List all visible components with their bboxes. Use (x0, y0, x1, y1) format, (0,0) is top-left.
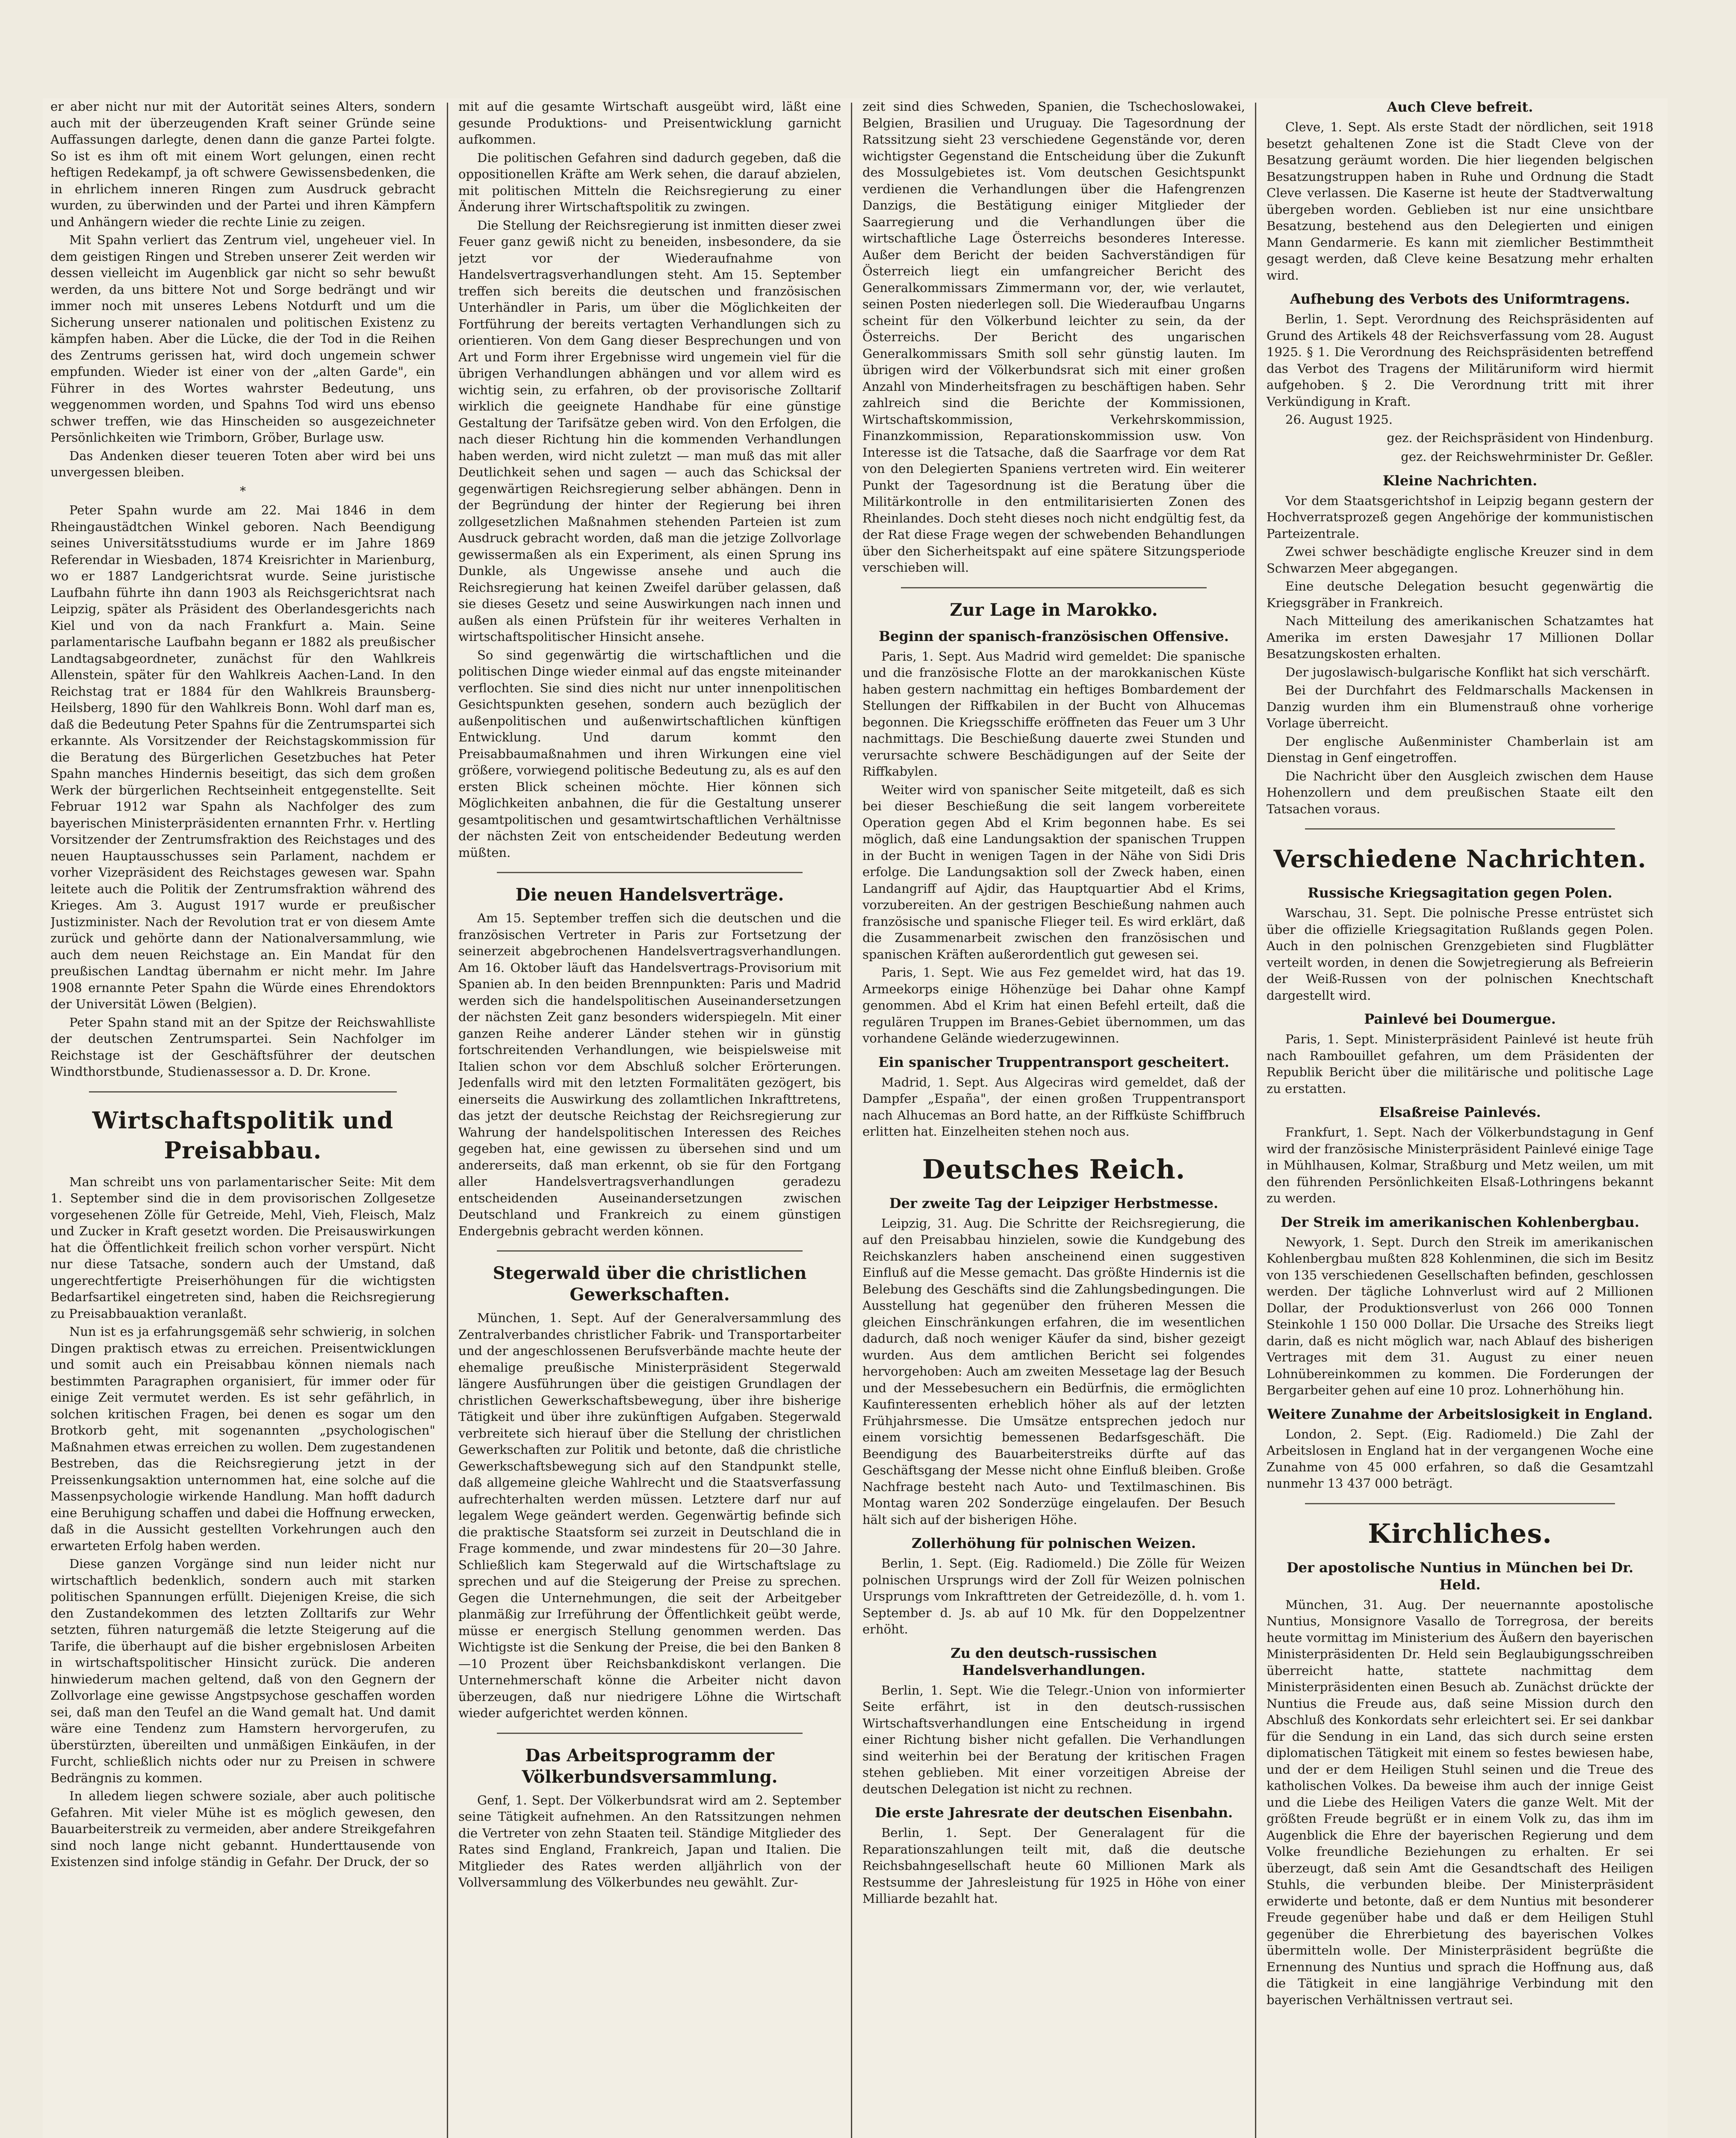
section-divider (901, 587, 1207, 588)
subheadline: Zollerhöhung für polnischen Weizen. (912, 1535, 1196, 1551)
subheadline: Weitere Zunahme der Arbeitslosigkeit in England. (1267, 1406, 1653, 1422)
article-paragraph: Am 15. September treffen sich die deutschen und die französischen Vertreter in Paris zur Fortsetzung der seinerzeit abgebrochenen Handelsvertragsverhandlungen. Am 16. Oktober läuft das Handelsvertrags-Provisorium mit Spanien ab. In den beiden Brennpunkten: Paris und Madrid werden sich die handelspolitischen Auseinandersetzungen der nächsten Zeit ganz besonders widerspiegeln. Mit einer ganzen Reihe anderer Länder stehen wir in günstig fortschreitenden Verhandlungen, wie beispielsweise mit Italien schon vor dem Abschluß solcher Erörterungen. Jedenfalls wird mit den letzten Formalitäten gezögert, bis einerseits die Auswirkung des zollamtlichen Inkrafttretens, das jetzt der deutsche Reichstag der Reichsregierung zur Wahrung der handelspolitischen Interessen des Reiches gegeben hat, eine gewissen zu übersehen sind und um andererseits, daß man erkennt, ob sie für den Fortgang aller Handelsvertragsverhandlungen geradezu entscheidenden Auseinandersetzungen zwischen Deutschland und Frankreich zu einem günstigen Endergebnis gebracht werden können. (458, 911, 841, 1238)
article-paragraph: Die politischen Gefahren sind dadurch gegeben, daß die oppositionellen Kräfte am Werk sehen, die darauf abzielen, mit politischen Mitteln die Reichsregierung zu einer Änderung ihrer Wirtschaftspolitik zu zwingen. (458, 150, 841, 214)
article-paragraph: Paris, 1. Sept. Ministerpräsident Painlevé ist heute früh nach Rambouillet gefahren, um dem Präsidenten der Republik Bericht über die militärische und politische Lage zu erstatten. (1267, 1032, 1653, 1096)
section-divider (89, 1091, 397, 1093)
article-paragraph: Genf, 1. Sept. Der Völkerbundsrat wird am 2. September seine Tätigkeit aufnehmen. An den Ratssitzungen nehmen die Vertreter von zehn Staaten teil. Ständige Mitglieder des Rates sind England, Frankreich, Japan und Italien. Die Mitglieder des Rates werden alljährlich von der Vollversammlung des Völkerbundes neu gewählt. Zur- (458, 1792, 841, 1890)
headline-marokko: Zur Lage in Marokko. (950, 599, 1158, 620)
article-paragraph: München, 1. Sept. Auf der Generalversammlung des Zentralverbandes christlicher Fabrik- und Transportarbeiter und der angeschlossenen Berufsverbände machte heute der ehemalige preußische Ministerpräsident Stegerwald längere Ausführungen über die geistigen Grundlagen der christlichen Gewerkschaftsbewegung, über ihre bisherige Tätigkeit und über ihre zukünftigen Aufgaben. Stegerwald verbreitete sich hierauf über die Stellung der christlichen Gewerkschaften zur Politik und betonte, daß die christliche Gewerkschaftsbewegung sich auf den Standpunkt stelle, daß allgemeine gleiche Wahlrecht und die Staatsverfassung aufrechterhalten werden müssen. Letztere darf nur auf legalem Wege geändert werden. Gegenwärtig befinde sich die praktische Staatsform sei zurzeit in Deutschland die in Frage kommende, und zwar mindestens für 20—30 Jahre. Schließlich kam Stegerwald auf die Wirtschaftslage zu sprechen und auf die Steigerung der Preise zu sprechen. Gegen die Unternehmungen, die seit der Arbeitgeber planmäßig zur Irreführung der Öffentlichkeit geübt werde, müsse er energisch Stellung genommen werden. Das Wichtigste ist die Senkung der Preise, die bei den Banken 8—10 Prozent über Reichsbankdiskont verlangen. Die Unternehmerschaft könne die Arbeiter nicht davon überzeugen, daß nur niedrigere Löhne die Wirtschaft wieder aufgerichtet werden können. (458, 1311, 841, 1720)
section-divider (497, 872, 803, 873)
news-item: Der englische Außenminister Chamberlain ist am Dienstag in Genf eingetroffen. (1267, 734, 1653, 765)
news-item: Zwei schwer beschädigte englische Kreuzer sind in dem Schwarzen Meer abgegangen. (1267, 544, 1653, 576)
article-paragraph: Frankfurt, 1. Sept. Nach der Völkerbundstagung in Genf wird der französische Ministerpräsident Painlevé einige Tage in Mühlhausen, Kolmar, Straßburg und Metz weilen, um mit den führenden Persönlichkeiten Elsaß-Lothringens bekannt zu werden. (1267, 1125, 1653, 1205)
section-divider (1305, 1503, 1615, 1504)
section-headline-kirchliches: Kirchliches. (1368, 1518, 1552, 1549)
signature-line: gez. der Reichswehrminister Dr. Geßler. (1401, 449, 1653, 464)
subheadline: Painlevé bei Doumergue. (1364, 1011, 1556, 1027)
article-paragraph: Newyork, 1. Sept. Durch den Streik im amerikanischen Kohlenbergbau mußten 828 Kohlenminen, die sich im Besitz von 135 verschiedenen Gesellschaften befinden, geschlossen werden. Der tägliche Lohnverlust wird auf 2 Millionen Dollar, der Produktionsverlust von 266 000 Tonnen Steinkohle 1 150 000 Dollar. Die Ursache des Streiks liegt darin, daß es nicht möglich war, nach Ablauf des bisherigen Vertrages mit dem 31. August zu einer neuen Lohnübereinkommen zu kommen. Die Forderungen der Bergarbeiter gehen auf eine 10 proz. Lohnerhöhung hin. (1267, 1234, 1653, 1397)
article-paragraph: Peter Spahn wurde am 22. Mai 1846 in dem Rheingaustädtchen Winkel geboren. Nach Beendigung seines Universitätsstudiums wurde er im Jahre 1869 Referendar in Wiesbaden, 1874 Kreisrichter in Marienburg, wo er 1887 Landgerichtsrat wurde. Seine juristische Laufbahn führte ihn dann 1903 als Reichsgerichtsrat nach Leipzig, später als Präsident des Oberlandesgerichts nach Kiel und von da nach Frankfurt a. Main. Seine parlamentarische Laufbahn begann er 1882 als preußischer Landtagsabgeordneter, zunächst für den Wahlkreis Allenstein, später für den Wahlkreis Aachen-Land. In den Reichstag trat er 1884 für den Wahlkreis Braunsberg-Heilsberg, 1890 für den Wahlkreis Bonn. Wohl darf man es, daß die Bedeutung Peter Spahns für die Zentrumspartei sich erkannte. Als Vorsitzender der Reichstagskommission für die Beratung des Bürgerlichen Gesetzbuches hat Peter Spahn manches Hindernis beseitigt, das sich dem großen Werk der bürgerlichen Rechtseinheit entgegenstellte. Seit Februar 1912 war Spahn als Nachfolger des zum bayerischen Ministerpräsidenten ernannten Frhr. v. Hertling Vorsitzender der Zentrumsfraktion des Reichstages und des neuen Hauptausschusses sein Parlament, nachdem er vorher Vizepräsident des Reichstages gewesen war. Spahn leitete auch die Politik der Zentrumsfraktion während des Krieges. Am 3. August 1917 wurde er preußischer Justizminister. Nach der Revolution trat er von diesem Amte zurück und gehörte dann der Nationalversammlung, wie auch dem neuen Reichstage an. Ein Mandat für den preußischen Landtag übernahm er nicht mehr. Im Jahre 1908 ernannte Peter Spahn die Würde eines Ehrendoktors der Universität Löwen (Belgien). (50, 503, 435, 1011)
newspaper-page (43, 98, 1668, 2138)
section-headline-deutsches-reich: Deutsches Reich. (922, 1153, 1186, 1185)
column-1 (50, 98, 435, 2138)
section-divider (1305, 828, 1615, 830)
column-rule (851, 103, 852, 2138)
column-4 (1267, 98, 1653, 2138)
news-item: Eine deutsche Delegation besucht gegenwärtig die Kriegsgräber in Frankreich. (1267, 579, 1653, 610)
subheadline: Aufhebung des Verbots des Uniformtragens. (1290, 291, 1630, 307)
column-3 (862, 98, 1245, 2138)
subheadline: Der Streik im amerikanischen Kohlenbergbau. (1281, 1214, 1639, 1230)
news-item: Der jugoslawisch-bulgarische Konflikt hat sich verschärft. (1285, 664, 1650, 679)
subheadline: Zu den deutsch-russischen Handelsverhandlungen. (951, 1645, 1157, 1678)
article-paragraph: er aber nicht nur mit der Autorität seines Alters, sondern auch mit der überzeugenden Kraft seiner Gründe seine Auffassungen darlegte, denen dann die ganze Partei folgte. So ist es ihm oft mit einem Wort gelungen, einen recht heftigen Redekampf, ja oft schwere Gewissensbedenken, die in ehrlichem inneren Ringen zum Ausdruck gebracht wurden, zu überwinden und der Partei und ihren Kämpfern und Anhängern wieder die rechte Linie zu zeigen. (50, 99, 435, 229)
column-rule (1255, 103, 1256, 2138)
news-item: Vor dem Staatsgerichtshof in Leipzig begann gestern der Hochverratsprozeß gegen Angehörige der kommunistischen Parteizentrale. (1267, 493, 1653, 541)
article-paragraph: London, 2. Sept. (Eig. Radiomeld.) Die Zahl der Arbeitslosen in England hat in der vergangenen Woche eine Zunahme von 45 000 erfahren, so daß die Gesamtzahl nunmehr 13 437 000 beträgt. (1267, 1426, 1653, 1491)
subheadline: Die erste Jahresrate der deutschen Eisenbahn. (874, 1804, 1233, 1821)
article-paragraph: Paris, 1. Sept. Aus Madrid wird gemeldet: Die spanische und die französische Flotte an der marokkanischen Küste haben gestern nachmittag ein heftiges Bombardement der Stellungen der Riffkabilen in der Bucht von Alhucemas begonnen. Die Kriegsschiffe eröffneten das Feuer um 3 Uhr nachmittags. Die Beschießung dauerte zwei Stunden und verursachte schwere Beschädigungen auf der Seite der Riffkabylen. (862, 649, 1245, 779)
article-paragraph: Man schreibt uns von parlamentarischer Seite: Mit dem 1. September sind die in dem provisorischen Zollgesetze vorgesehenen Zölle für Getreide, Mehl, Vieh, Fleisch, Malz und Zucker in Kraft gesetzt worden. Die Preisauswirkungen hat die Öffentlichkeit freilich schon vorher verspürt. Nicht nur diese Tatsache, sondern auch der Umstand, daß ungerechtfertigte Preiserhöhungen für die wichtigsten Bedarfsartikel eingetreten sind, haben die Reichsregierung zu Preisabbauaktion veranlaßt. (50, 1174, 435, 1321)
news-item: Die Nachricht über den Ausgleich zwischen dem Hause Hohenzollern und dem preußischen Staate eilt den Tatsachen voraus. (1267, 768, 1653, 816)
section-divider (497, 1250, 803, 1252)
article-paragraph: Cleve, 1. Sept. Als erste Stadt der nördlichen, seit 1918 besetzt gehaltenen Zone ist die Stadt Cleve von der Besatzung geräumt worden. Die hier liegenden belgischen Besatzungstruppen haben in Ruhe und Ordnung die Stadt Cleve verlassen. Die Kaserne ist heute der Stadtverwaltung übergeben worden. Geblieben ist nur eine unsichtbare Besatzung, bestehend aus den Delegierten und einigen Mann Gendarmerie. Es kann mit ziemlicher Bestimmtheit gesagt werden, daß Cleve keine Besatzung mehr erhalten wird. (1267, 120, 1653, 283)
separator-mark: * (240, 484, 246, 498)
section-divider (497, 1733, 803, 1734)
headline-voelkerbund: Das Arbeitsprogramm der Völkerbundsversammlung. (522, 1745, 778, 1787)
subheadline: Kleine Nachrichten. (1382, 472, 1538, 489)
article-paragraph: Berlin, 1. Sept. Verordnung des Reichspräsidenten auf Grund des Artikels 48 der Reichsverfassung vom 28. August 1925. § 1. Die Verordnung des Reichspräsidenten betreffend das Verbot des Tragens der Militäruniform wird hiermit aufgehoben. § 2. Die Verordnung tritt mit ihrer Verkündigung in Kraft. (1267, 312, 1653, 409)
article-paragraph: München, 31. Aug. Der neuernannte apostolische Nuntius, Monsignore Vasallo de Torregrosa, der bereits heute vormittag im Ministerium des Äußern den bayerischen Ministerpräsidenten Dr. Held sein Beglaubigungsschreiben überreicht hatte, stattete nachmittag dem Ministerpräsidenten einen Besuch ab. Zunächst drückte der Nuntius die Freude aus, daß seine Mission durch den Abschluß des Konkordats sehr erleichtert sei. Er sei dankbar für die Sendung in ein Land, das sich durch seine ersten diplomatischen Tätigkeit mit einem so festes bewiesen habe, und der er dem Heiligen Stuhl seinen und die Treue des katholischen Volkes. Da beweise ihm auch der innige Geist und die Liebe des Heiligen Vaters die ganze Welt. Mit der größten Freude begrüßt er in einem Volk zu, das ihm im Augenblick die Ehre der bayerischen Regierung und dem Volke freundliche Beziehungen zu erhalten. Er sei überzeugt, daß sein Amt die Gesandtschaft des Heiligen Stuhls, die verbunden bleibe. Der Ministerpräsident erwiderte und betonte, daß er dem Nuntius mit besonderer Freude gegenüber habe und daß er dem Heiligen Stuhl gegenüber die Ehrerbietung des bayerischen Volkes übermitteln wolle. Der Ministerpräsident begrüßte die Ernennung des Nuntius und sprach die Hoffnung aus, daß die Tätigkeit in eine langjährige Verbindung mit den bayerischen Verhältnissen vertraut sei. (1267, 1597, 1653, 2007)
article-paragraph: Das Andenken dieser teueren Toten aber wird bei uns unvergessen bleiben. (50, 448, 435, 479)
article-paragraph: Leipzig, 31. Aug. Die Schritte der Reichsregierung, die auf den Preisabbau hinzielen, sowie die Kundgebung des Reichskanzlers haben anscheinend einen suggestiven Einfluß auf die Messe gemacht. Das größte Hindernis ist die Belebung des Geschäfts sind die Zahlungsbedingungen. Die Ausstellung hat gegenüber den früheren Messen die gleichen Einschränkungen erfahren, die im wesentlichen dadurch, daß noch weniger Käufer da sind, bisher gezeigt wurden. Aus dem amtlichen Bericht sei folgendes hervorgehoben: Auch am zweiten Messetage lag der Besuch und der Messebesuchern ein Bedürfnis, die ermöglichten Kaufinteressenten erheblich höher als auf der letzten Frühjahrsmesse. Die Umsätze entsprechen jedoch nur einem vorsichtig bemessenen Bedarfsgeschäft. Die Beendigung des Bauarbeiterstreiks dürfte auf das Geschäftsgang der Messe nicht ohne Einfluß bleiben. Große Nachfrage besteht nach Auto- und Textilmaschinen. Bis Montag waren 202 Sonderzüge eingelaufen. Der Besuch hält sich auf der bisherigen Höhe. (862, 1216, 1245, 1527)
article-paragraph: zeit sind dies Schweden, Spanien, die Tschechoslowakei, Belgien, Brasilien und Uruguay. Die Tagesordnung der Ratssitzung sieht 23 verschiedene Gegenstände vor, deren wichtigster Gegenstand die Entscheidung über die Zukunft des Mossulgebietes ist. Vom deutschen Gesichtspunkt verdienen die Verhandlungen über die Hafengrenzen Danzigs, die Bestätigung einiger Mitglieder der Saarregierung und die Verhandlungen über die wirtschaftliche Lage Österreichs besonderes Interesse. Außer dem Bericht der beiden Sachverständigen für Österreich liegt ein umfangreicher Bericht des Generalkommissars Zimmermann vor, der, wie verlautet, seinen Posten niederlegen soll. Die Wiederaufbau Ungarns scheint für den Völkerbund leichter zu sein, da der Österreichs. Der Bericht des ungarischen Generalkommissars Smith soll sehr günstig lauten. Im übrigen wird der Völkerbundsrat sich mit einer großen Anzahl von Minderheitsfragen zu beschäftigen haben. Sehr zahlreich sind die Berichte der Kommissionen, Wirtschaftskommission, Verkehrskommission, Finanzkommission, Reparationskommission usw. Von Interesse ist die Tatsache, daß die Saarfrage vor dem Rat von den Delegierten Spaniens vertreten wird. Ein weiterer Punkt der Tagesordnung ist die Beratung über die Militärkontrolle in den entmilitarisierten Zonen des Rheinlandes. Doch steht dieses noch nicht endgültig fest, da der Rat diese Frage wegen der schwebenden Behandlungen über den Sicherheitspakt auf eine spätere Sitzungsperiode verschieben will. (862, 99, 1245, 575)
headline-stegerwald: Stegerwald über die christlichen Gewerkschaften. (493, 1263, 807, 1305)
article-paragraph: Nun ist es ja erfahrungsgemäß sehr schwierig, in solchen Dingen praktisch etwas zu erreichen. Preisentwicklungen und somit auch ein Preisabbau können niemals nach bestimmten Paragraphen organisiert, für immer oder für einige Zeit vermutet werden. Es ist sehr gefährlich, in solchen kritischen Fragen, bei denen es sogar um den Brotkorb geht, mit sogenannten „psychologischen" Maßnahmen etwas erreichen zu wollen. Dem zugestandenen Bestreben, das die Reichsregierung jetzt in der Preissenkungsaktion unternommen hat, eine solche auf die Massenpsychologie wirkende Handlung. Man hofft dadurch eine Beruhigung schaffen und dabei die Hoffnung erwecken, daß in die Aussicht gestellten Vorkehrungen auch den erwarteten Erfolg haben werden. (50, 1324, 435, 1553)
article-paragraph: In alledem liegen schwere soziale, aber auch politische Gefahren. Mit vieler Mühe ist es möglich gewesen, den Bauarbeiterstreik zu vermeiden, aber andere Streikgefahren sind noch lange nicht gebannt. Hunderttausende von Existenzen sind infolge ständig in Gefahr. Der Druck, der so (50, 1789, 435, 1869)
news-item: Bei der Durchfahrt des Feldmarschalls Mackensen in Danzig wurden ihm ein Blumenstrauß ohne vorherige Vorlage überreicht. (1267, 683, 1653, 730)
article-paragraph: Mit Spahn verliert das Zentrum viel, ungeheuer viel. In dem geistigen Ringen und Streben unserer Zeit werden wir dessen vielleicht im Augenblick gar nicht so sehr bewußt werden, da uns bittere Not und Sorge bedrängt und wir immer noch mit unseres Lebens Notdurft und um die Sicherung unserer nationalen und politischen Existenz zu kämpfen haben. Aber die Lücke, die der Tod in die Reihen des Zentrums gerissen hat, wird doch ungemein schwer empfunden. Wieder ist einer von der „alten Garde", ein Führer in des Wortes wahrster Bedeutung, uns weggenommen worden, und Spahns Tod wird uns ebenso schwer treffen, wie das Hinscheiden so ausgezeichneter Persönlichkeiten wie Trimborn, Gröber, Burlage usw. (50, 233, 435, 445)
article-paragraph: Berlin, 1. Sept. Der Generalagent für die Reparationszahlungen teilt mit, daß die deutsche Reichsbahngesellschaft heute 60 Millionen Mark als Restsumme der Jahresleistung für 1925 in Höhe von einer Milliarde bezahlt hat. (862, 1825, 1245, 1906)
headline-handelsvertraege: Die neuen Handelsverträge. (515, 885, 784, 905)
news-item: Nach Mitteilung des amerikanischen Schatzamtes hat Amerika im ersten Dawesjahr 17 Millionen Dollar Besatzungskosten erhalten. (1267, 614, 1653, 661)
article-paragraph: So sind gegenwärtig die wirtschaftlichen und die politischen Dinge wieder einmal auf das engste miteinander verflochten. Sie sind dies nicht nur unter innenpolitischen Gesichtspunkten gesehen, sondern auch bezüglich der außenpolitischen und außenwirtschaftlichen künftigen Entwicklung. Und darum kommt den Preisabbaumaßnahmen und ihren Wirkungen eine viel größere, vorwiegend politische Bedeutung zu, als es auf den ersten Blick scheinen möchte. Hier können sich Möglichkeiten anbahnen, die für die Gestaltung unserer gesamtpolitischen und gesamtwirtschaftlichen Verhältnisse der nächsten Zeit von entscheidender Bedeutung werden müßten. (458, 647, 841, 860)
signature-line: gez. der Reichspräsident von Hindenburg. (1387, 430, 1653, 445)
date-line: 26. August 1925. (1285, 412, 1393, 427)
section-headline-verschiedene-nachrichten: Verschiedene Nachrichten. (1273, 845, 1647, 873)
subheadline: Der apostolische Nuntius in München bei Dr. Held. (1286, 1559, 1634, 1593)
subheadline: Der zweite Tag der Leipziger Herbstmesse. (889, 1195, 1219, 1211)
article-paragraph: Weiter wird von spanischer Seite mitgeteilt, daß es sich bei dieser Beschießung die seit langem vorbereitete Operation gegen Abd el Krim begonnen habe. Es sei möglich, daß eine Landungsaktion der spanischen Truppen in der Bucht in wenigen Tagen in der Nähe von Sidi Dris erfolge. Die Landungsaktion soll der Zweck haben, einen Landangriff auf Ajdir, das Hauptquartier Abd el Krims, vorzubereiten. An der gestrigen Beschießung nahmen auch französische und spanische Flieger teil. Es wird erklärt, daß die Zusammenarbeit zwischen den französischen und spanischen Kräften außerordentlich gut gewesen sei. (862, 782, 1245, 962)
subheadline: Auch Cleve befreit. (1387, 99, 1533, 115)
subheadline: Ein spanischer Truppentransport gescheitert. (878, 1054, 1229, 1070)
article-paragraph: Berlin, 1. Sept. Wie die Telegr.-Union von informierter Seite erfährt, ist in den deutsch-russischen Wirtschaftsverhandlungen eine Entscheidung in irgend einer Richtung bisher nicht gefallen. Die Verhandlungen sind weiterhin bei der Beratung der kritischen Fragen stehen geblieben. Mit einer vorzeitigen Abreise der deutschen Delegation ist nicht zu rechnen. (862, 1683, 1245, 1796)
article-paragraph: Madrid, 1. Sept. Aus Algeciras wird gemeldet, daß der Dampfer „España", der einen großen Truppentransport nach Alhucemas an Bord hatte, an der Riffküste Schiffbruch erlitten hat. Einzelheiten stehen noch aus. (862, 1075, 1245, 1139)
subheadline: Russische Kriegsagitation gegen Polen. (1308, 885, 1612, 901)
article-paragraph: mit auf die gesamte Wirtschaft ausgeübt wird, läßt eine gesunde Produktions- und Preisentwicklung garnicht aufkommen. (458, 99, 841, 147)
article-paragraph: Peter Spahn stand mit an der Spitze der Reichswahlliste der deutschen Zentrumspartei. Sein Nachfolger im Reichstage ist der Geschäftsführer der deutschen Windthorstbunde, Studienassessor a. D. Dr. Krone. (50, 1015, 435, 1079)
article-paragraph: Diese ganzen Vorgänge sind nun leider nicht nur wirtschaftlich bedenklich, sondern auch mit starken politischen Spannungen erfüllt. Diejenigen Kreise, die sich den Zustandekommen des letzten Zolltarifs zur Wehr setzten, führen naturgemäß die letzte Steigerung auf die Tarife, die überhaupt auf die bisher ergebnislosen Arbeiten in wirtschaftspolitischer Hinsicht zurück. Die anderen hinwiederum machen geltend, daß von den Gegnern der Zollvorlage eine gewisse Angstpsychose geschaffen worden sei, daß man den Teufel an die Wand gemalt hat. Und damit wäre eine Tendenz zum Hamstern hervorgerufen, zu überstürzten, übereilten und unmäßigen Einkäufen, in der Furcht, schließlich nichts oder nur zu Preisen in schwere Bedrängnis zu kommen. (50, 1556, 435, 1785)
article-paragraph: Warschau, 31. Sept. Die polnische Presse entrüstet sich über die offizielle Kriegsagitation Rußlands gegen Polen. Auch in den polnischen Grenzgebieten sind Flugblätter verteilt worden, in denen die Sowjetregierung als Befreierin der Weiß-Russen von der polnischen Knechtschaft dargestellt wird. (1267, 906, 1653, 1003)
subheadline: Beginn der spanisch-französischen Offensive. (879, 628, 1229, 644)
article-paragraph: Paris, 1. Sept. Wie aus Fez gemeldet wird, hat das 19. Armeekorps einige Höhenzüge bei Dahar ohne Kampf genommen. Abd el Krim hat einen Befehl erteilt, daß die regulären Truppen im Branes-Gebiet übernommen, um das vorhandene Gelände wiederzugewinnen. (862, 965, 1245, 1045)
subheadline: Elsaßreise Painlevés. (1379, 1104, 1541, 1120)
column-2 (458, 98, 841, 2138)
column-rule (447, 103, 448, 2138)
article-paragraph: Die Stellung der Reichsregierung ist inmitten dieser zwei Feuer ganz gewiß nicht zu beneiden, insbesondere, da sie jetzt vor der Wiederaufnahme von Handelsvertragsverhandlungen steht. Am 15. September treffen sich bereits die deutschen und französischen Unterhändler in Paris, um über die Möglichkeiten der Fortführung der bereits vertagten Verhandlungen sich zu orientieren. Von dem Gang dieser Besprechungen und von Art und Form ihrer Ergebnisse wird ungemein viel für die übrigen Verhandlungen abhängen und vor allem wird es wichtig sein, zu erfahren, ob der provisorische Zolltarif wirklich die geeignete Handhabe für eine günstige Gestaltung der Tarifsätze geben wird. Von den Erfolgen, die nach dieser Richtung hin die kommenden Verhandlungen haben werden, wird nicht zuletzt — man muß das mit aller Deutlichkeit sehen und sagen — auch das Schicksal der gegenwärtigen Reichsregierung selber abhängen. Denn in der Begründung der hinter der Regierung bei ihren zollgesetzlichen Maßnahmen stehenden Parteien ist zum Ausdruck gebracht worden, daß man die jetzige Zollvorlage gewissermaßen als ein Experiment, als einen Sprung ins Dunkle, als Ungewisse ansehe und auch die Reichsregierung hat keinen Zweifel darüber gelassen, daß sie dieses Gesetz und seine Auswirkungen nach innen und außen als einen Prüfstein für ihr weiteres Verhalten in wirtschaftspolitischer Hinsicht ansehe. (458, 218, 841, 644)
headline-wirtschaftspolitik: Wirtschaftspolitik und Preisabbau. (92, 1106, 394, 1164)
article-paragraph: Berlin, 1. Sept. (Eig. Radiomeld.) Die Zölle für Weizen polnischen Ursprungs wird der Zoll für Weizen polnischen Ursprungs vom Inkrafttreten der Getreidezölle, d. h. vom 1. September d. Js. ab auf 10 Mk. für den Doppelzentner erhöht. (862, 1556, 1245, 1636)
